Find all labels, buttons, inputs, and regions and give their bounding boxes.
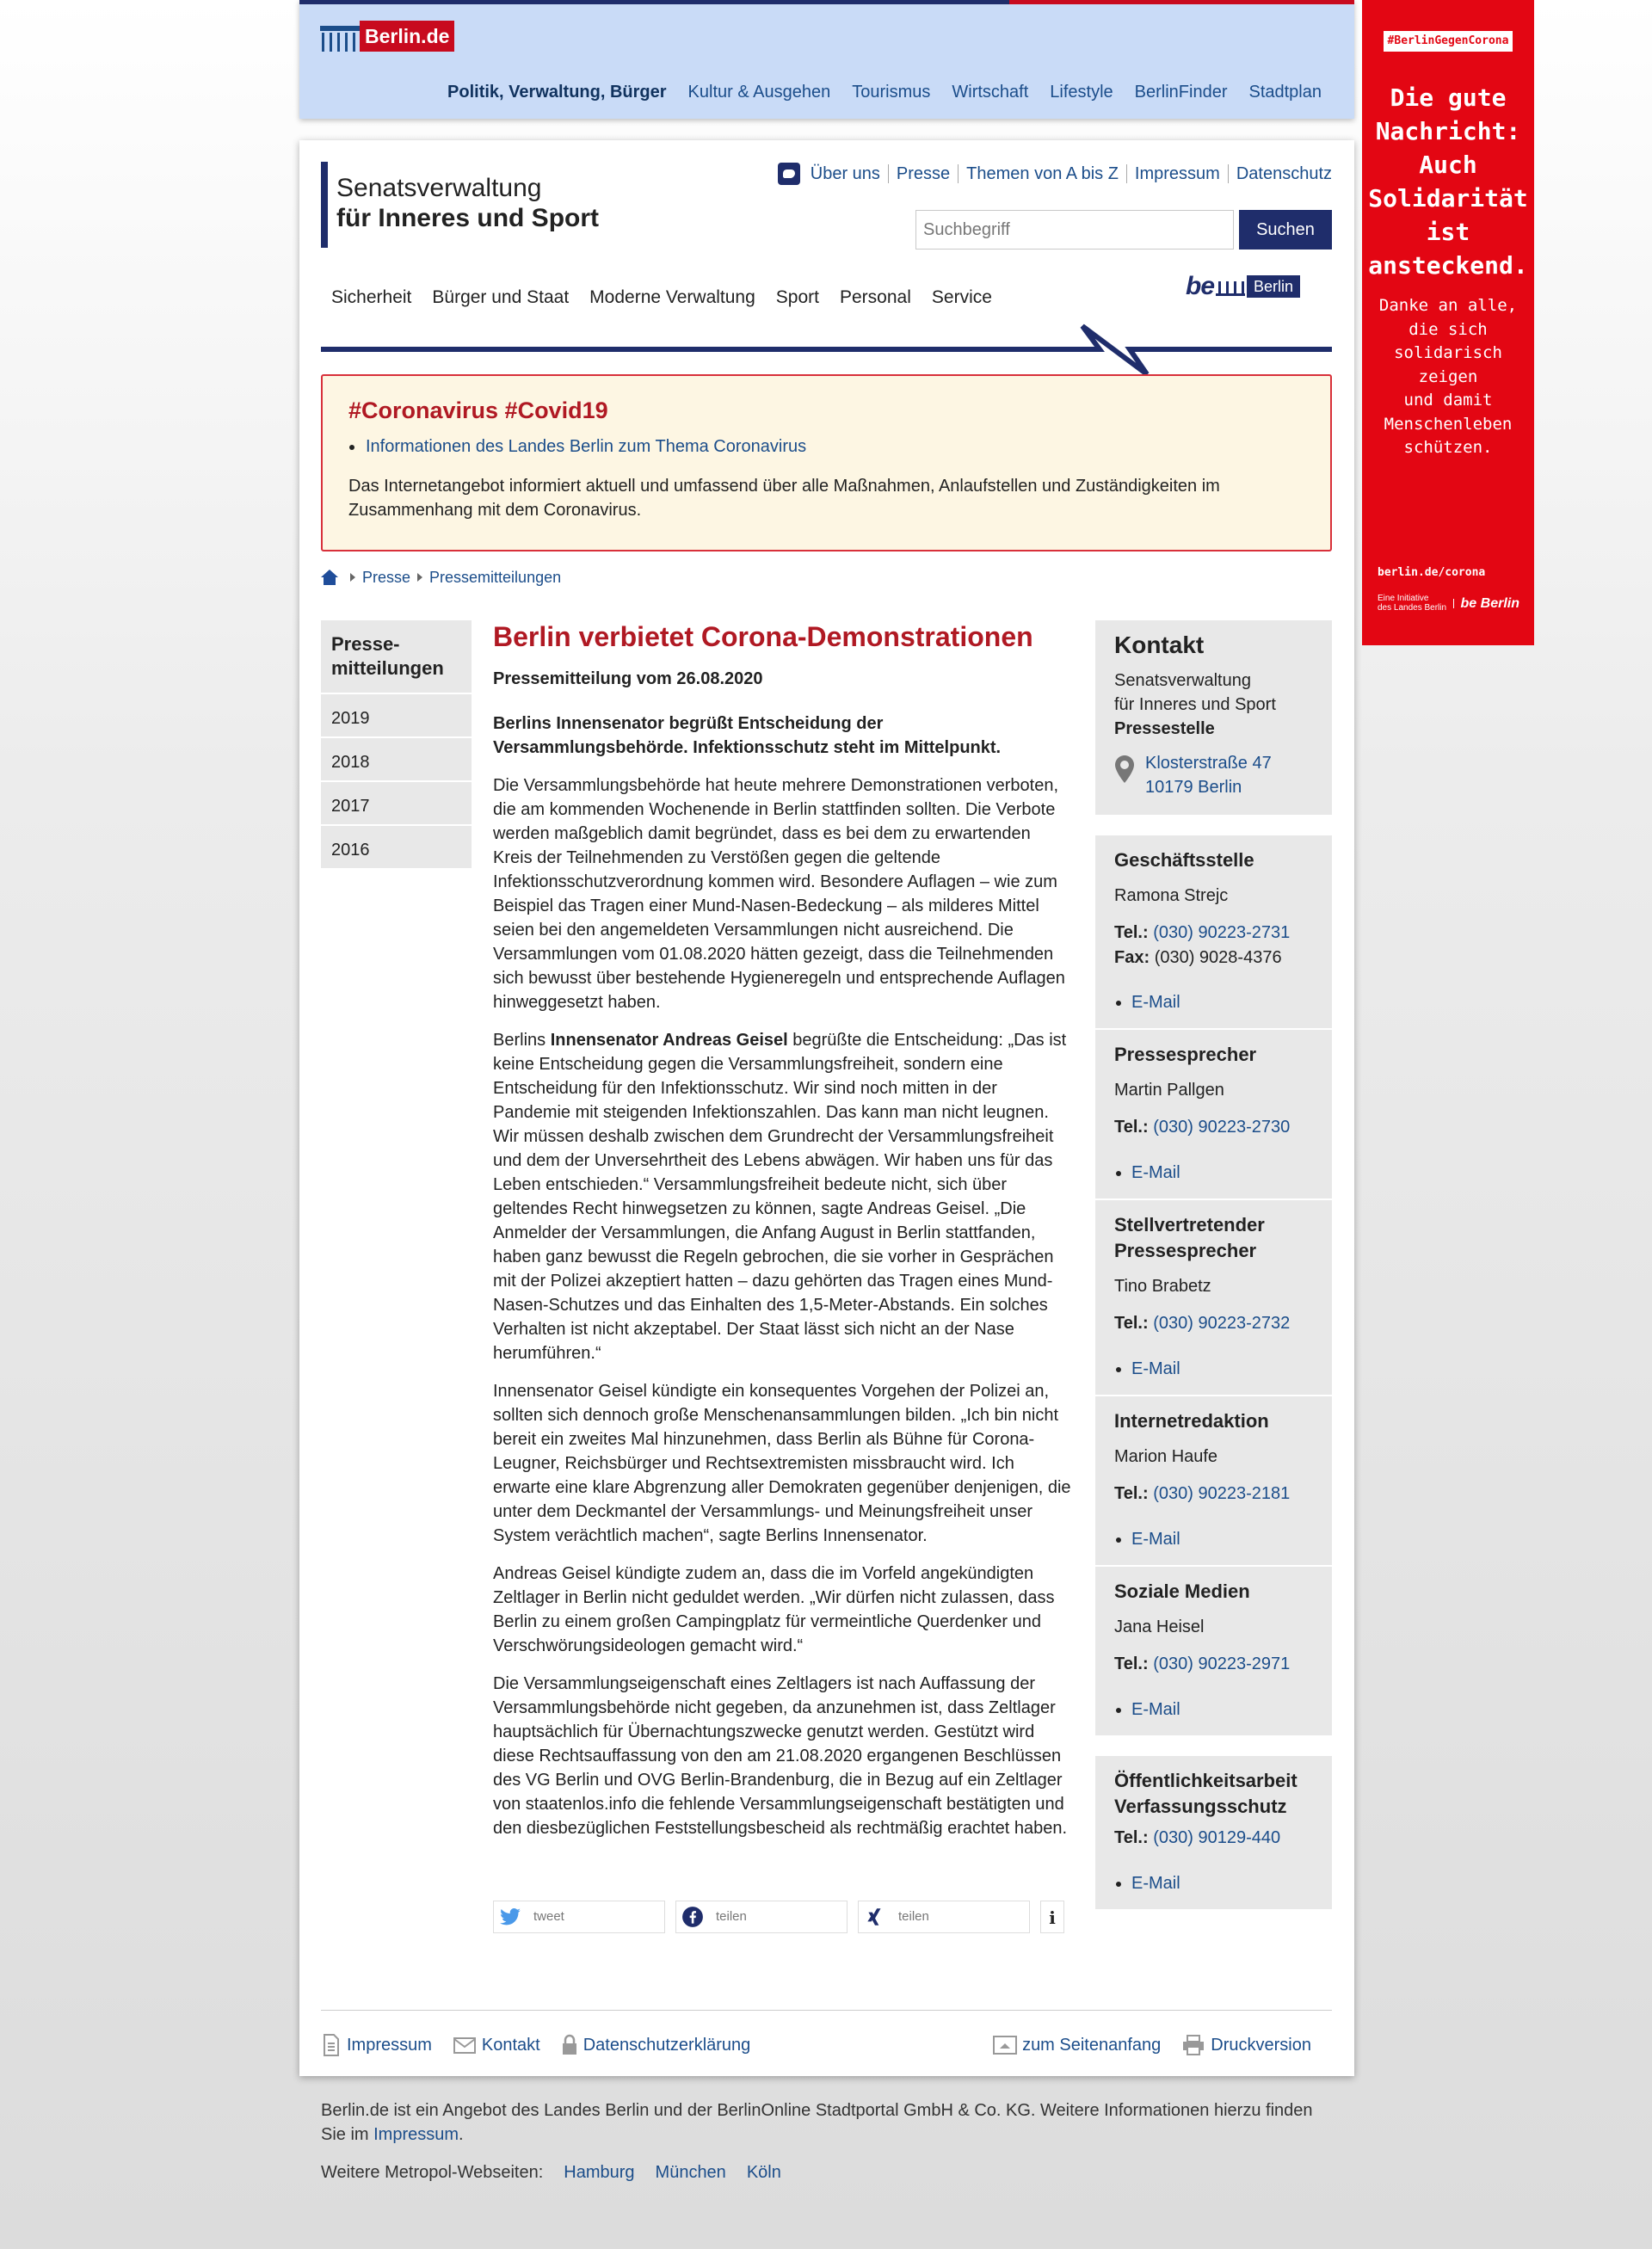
xing-share-button[interactable] xyxy=(858,1901,1030,1933)
tel-label: Tel.: xyxy=(1114,1654,1149,1673)
be-berlin-mark xyxy=(1186,274,1300,299)
contact-name: Ramona Strejc xyxy=(1114,886,1229,905)
contact-name: Marion Haufe xyxy=(1114,1447,1218,1466)
ad-headline-line: Auch xyxy=(1419,151,1477,179)
arrow-up-icon xyxy=(993,2034,1017,2056)
contact-sidebar xyxy=(1095,620,1332,1909)
facebook-share-button[interactable] xyxy=(675,1901,848,1933)
ad-headline-line: ist xyxy=(1426,218,1470,246)
tel-link[interactable]: (030) 90223-2730 xyxy=(1153,1118,1291,1137)
footer-datenschutz-link[interactable]: Datenschutzerklärung xyxy=(583,2036,751,2055)
contact-section-title: Pressesprecher xyxy=(1114,1044,1257,1065)
article-date: Pressemitteilung vom 26.08.2020 xyxy=(493,669,763,688)
document-icon xyxy=(321,2034,342,2056)
article-text: Berlins xyxy=(493,1031,551,1050)
email-link[interactable]: E-Mail xyxy=(1131,1163,1180,1182)
nav-sport[interactable]: Sport xyxy=(775,287,819,307)
tel-label: Tel.: xyxy=(1114,1314,1149,1333)
email-link[interactable]: E-Mail xyxy=(1131,1700,1180,1719)
portal-header xyxy=(299,0,1354,119)
brandenburg-gate-icon xyxy=(320,19,360,53)
metropol-link-koeln[interactable]: Köln xyxy=(746,2163,781,2182)
tel-link[interactable]: (030) 90223-2732 xyxy=(1153,1314,1291,1333)
portal-info xyxy=(321,2098,1336,2184)
portal-nav-wirtschaft[interactable]: Wirtschaft xyxy=(952,83,1029,102)
article-paragraph: Die Versammlungseigenschaft eines Zeltlagers ist nach Auffassung der Versammlungsbehörde nicht gegeben, da anzunehmen ist, dass Zeltlager hauptsächlich für Übernachtungszwecke genutzt werden. Gestützt wird diese Rechtsauffassung von den am 21.08.2020 ergangenen Beschlüssen des VG Berlin und OVG Berlin-Brandenburg, die in Bezug auf ein Zeltlager von staatenlos.info die fehlende Versammlungseigenschaft bestätigten und den diesbezüglichen Feststellungsbescheid als rechtmäßig erachtet haben. xyxy=(493,1674,1068,1838)
footer-print-link[interactable]: Druckversion xyxy=(1211,2036,1311,2055)
corona-notice-list xyxy=(348,434,1304,459)
brand-line-2: für Inneres und Sport xyxy=(336,204,600,232)
ad-sender xyxy=(1378,594,1519,613)
contact-phone xyxy=(1114,1310,1313,1336)
service-link-ueber-uns[interactable]: Über uns xyxy=(810,164,880,183)
contact-name: Jana Heisel xyxy=(1114,1617,1205,1636)
gate-icon xyxy=(1216,277,1245,296)
portal-nav xyxy=(447,80,1322,104)
tel-link[interactable]: (030) 90223-2731 xyxy=(1153,923,1291,942)
facebook-icon xyxy=(681,1906,704,1928)
location-pin-icon xyxy=(1114,755,1135,784)
ad-sender-line: des Landes Berlin xyxy=(1378,603,1447,613)
portal-nav-politik[interactable]: Politik, Verwaltung, Bürger xyxy=(447,83,667,102)
tel-label: Tel.: xyxy=(1114,1484,1149,1503)
list-item xyxy=(348,434,1304,459)
contact-address[interactable] xyxy=(1114,751,1313,799)
breadcrumb-presse[interactable]: Presse xyxy=(362,569,411,586)
service-nav xyxy=(778,163,1332,185)
contact-box xyxy=(1095,620,1332,815)
article-paragraph xyxy=(493,1028,1074,1365)
list-item xyxy=(1114,990,1313,1014)
article-lead: Berlins Innensenator begrüßt Entscheidung der Versammlungsbehörde. Infektionsschutz steht im Mittelpunkt. xyxy=(493,714,1002,757)
search-input[interactable]: Suchbegriff xyxy=(915,210,1234,250)
logo-text: Berlin.de xyxy=(360,21,454,52)
nav-sicherheit[interactable]: Sicherheit xyxy=(331,287,412,307)
envelope-icon xyxy=(453,2034,477,2056)
service-link-impressum[interactable]: Impressum xyxy=(1126,164,1228,183)
footer-impressum[interactable] xyxy=(321,2033,432,2057)
nav-service[interactable]: Service xyxy=(931,287,992,307)
sidebar-item-2018[interactable]: 2018 xyxy=(321,736,472,780)
contact-name: Tino Brabetz xyxy=(1114,1277,1211,1296)
corona-notice-text: Das Internetangebot informiert aktuell und umfassend über alle Maßnahmen, Anlaufstellen und Zuständigkeiten im Zusammenhang mit dem Coronavirus. xyxy=(348,477,1220,520)
sidebar-item-2017[interactable]: 2017 xyxy=(321,780,472,824)
page-footer xyxy=(321,2010,1332,2057)
footer-impressum-link[interactable]: Impressum xyxy=(347,2036,432,2055)
top-stripe-blue xyxy=(299,0,1009,4)
email-link[interactable]: E-Mail xyxy=(1131,993,1180,1012)
contact-org-line: für Inneres und Sport xyxy=(1114,695,1276,714)
footer-kontakt[interactable] xyxy=(453,2033,540,2057)
breadcrumb xyxy=(321,565,561,589)
article-text: begrüßte die Entscheidung: „Das ist keine Entscheidung gegen die Versammlungsfreiheit, sondern eine Entscheidung für den Infektionsschutz. Wir sind noch mitten in der Pandemie mit steigenden Infektionszahlen. Das kann man nicht leugnen. Wir müssen deshalb zwischen dem Grundrecht der Versammlungsfreiheit und dem der Unversehrtheit des Lebens abwägen. Wir haben uns für das Leben entschieden.“ Versammlungsfreiheit bedeute nicht, sich über geltendes Recht hinwegsetzen zu können, sagte Andreas Geisel. „Die Anmelder der Versammlungen, die Anfang August in Berlin stattfanden, haben ganz bewusst die Regeln gebrochen, die sie vorher in Gesprächen mit der Polizei akzeptiert hatten – dazu gehörten das Tragen eines Mund-Nasen-Schutzes und das Einhalten des 1,5-Meter-Abstands. Ein solches Verhalten ist nicht akzeptabel. Der Staat lässt sich nicht an der Nase herumführen.“ xyxy=(493,1031,1067,1363)
twitter-icon xyxy=(499,1906,521,1928)
email-link[interactable]: E-Mail xyxy=(1131,1874,1180,1893)
corona-info-link[interactable]: Informationen des Landes Berlin zum Thema Coronavirus xyxy=(366,437,807,456)
contact-verfassungsschutz xyxy=(1095,1756,1332,1909)
contact-phone xyxy=(1114,1825,1313,1851)
nav-underline-zigzag xyxy=(321,317,1332,378)
ad-body-line: Menschenleben xyxy=(1384,414,1513,434)
contact-section-pressesprecher xyxy=(1095,1028,1332,1198)
contact-section-stellvertretender xyxy=(1095,1198,1332,1395)
sidebar-nav xyxy=(321,620,472,868)
contact-org-line: Pressestelle xyxy=(1114,719,1215,738)
share-info-button[interactable]: i xyxy=(1040,1901,1064,1933)
portal-nav-berlinfinder[interactable]: BerlinFinder xyxy=(1134,83,1228,102)
tel-label: Tel.: xyxy=(1114,923,1149,942)
corona-notice xyxy=(321,374,1332,551)
ad-body-line: schützen. xyxy=(1403,438,1493,457)
ad-body-line: zeigen xyxy=(1418,367,1478,386)
ad-hashtag: #BerlinGegenCorona xyxy=(1384,31,1513,52)
contact-phone xyxy=(1114,920,1313,946)
ad-headline xyxy=(1362,81,1534,282)
ad-body-line: und damit xyxy=(1403,391,1493,410)
portal-impressum-link[interactable]: Impressum xyxy=(373,2125,459,2144)
xing-label: teilen xyxy=(898,1909,929,1924)
ad-headline-line: Nachricht: xyxy=(1375,117,1521,145)
contact-section-soziale-medien xyxy=(1095,1565,1332,1735)
metropol-label: Weitere Metropol-Webseiten: xyxy=(321,2163,544,2182)
ad-url: berlin.de/corona xyxy=(1378,566,1486,579)
contact-phone xyxy=(1114,1481,1313,1507)
chevron-right-icon xyxy=(350,573,355,582)
home-icon[interactable] xyxy=(321,570,338,585)
address-city[interactable]: 10179 Berlin xyxy=(1145,778,1242,797)
main-nav xyxy=(321,285,1002,311)
top-stripe-red xyxy=(1009,0,1354,4)
be-text: be xyxy=(1186,272,1215,300)
contact-section-title: Stellvertretender Pressesprecher xyxy=(1114,1214,1265,1261)
list-item xyxy=(1114,1357,1313,1381)
metropol-link-muenchen[interactable]: München xyxy=(655,2163,726,2182)
berlin-de-logo[interactable] xyxy=(320,19,454,53)
portal-nav-kultur[interactable]: Kultur & Ausgehen xyxy=(687,83,831,102)
contact-section-internetredaktion xyxy=(1095,1395,1332,1565)
xing-icon xyxy=(864,1906,886,1928)
contact-section-title: Öffentlichkeitsarbeit Verfassungsschutz xyxy=(1114,1770,1298,1817)
contact-section-geschaeftsstelle xyxy=(1095,835,1332,1028)
ad-headline-line: Solidarität xyxy=(1368,184,1528,213)
search-button[interactable]: Suchen xyxy=(1239,210,1332,250)
ad-body-line: die sich xyxy=(1409,319,1488,339)
fax-label: Fax: xyxy=(1114,948,1150,967)
twitter-icon[interactable] xyxy=(778,163,800,185)
contact-name: Martin Pallgen xyxy=(1114,1081,1224,1100)
portal-nav-stadtplan[interactable]: Stadtplan xyxy=(1248,83,1322,102)
lock-icon xyxy=(561,2034,578,2056)
portal-info-sentence: Berlin.de ist ein Angebot des Landes Berlin und der BerlinOnline Stadtportal GmbH & Co. KG. Weitere Informationen hierzu finden Sie im xyxy=(321,2101,1313,2144)
fax-number: (030) 9028-4376 xyxy=(1154,948,1282,967)
list-item xyxy=(1114,1527,1313,1551)
portal-info-text xyxy=(321,2098,1336,2147)
service-link-presse[interactable]: Presse xyxy=(888,164,958,183)
breadcrumb-pressemitteilungen[interactable]: Pressemitteilungen xyxy=(429,569,562,586)
page-card xyxy=(299,140,1354,2076)
tel-link[interactable]: (030) 90223-2971 xyxy=(1153,1654,1291,1673)
article-title: Berlin verbietet Corona-Demonstrationen xyxy=(493,621,1033,652)
article-bold-name: Innensenator Andreas Geisel xyxy=(550,1031,788,1050)
contact-section-title: Geschäftsstelle xyxy=(1114,849,1254,871)
department-brand[interactable] xyxy=(321,162,599,248)
metropol-links xyxy=(321,2160,1336,2184)
nav-buerger-und-staat[interactable]: Bürger und Staat xyxy=(432,287,570,307)
contact-phone xyxy=(1114,1114,1313,1140)
address-street[interactable]: Klosterstraße 47 xyxy=(1145,754,1272,773)
tel-link[interactable]: (030) 90223-2181 xyxy=(1153,1484,1291,1503)
printer-icon xyxy=(1181,2034,1205,2056)
tel-label: Tel.: xyxy=(1114,1118,1149,1137)
footer-to-top[interactable] xyxy=(993,2033,1161,2057)
twitter-share-button[interactable] xyxy=(493,1901,665,1933)
article-paragraph: Andreas Geisel kündigte zudem an, dass die im Vorfeld angekündigten Zeltlager in Berlin nicht geduldet werden. „Wir dürfen nicht zulassen, dass Berlin zu einem großen Campingplatz für vermeintliche Querdenker und Verschwörungsideologen gemacht wird.“ xyxy=(493,1564,1055,1655)
footer-to-top-link[interactable]: zum Seitenanfang xyxy=(1022,2036,1162,2055)
nav-moderne-verwaltung[interactable]: Moderne Verwaltung xyxy=(589,287,755,307)
sidebar-title[interactable]: Presse-mitteilungen xyxy=(321,620,472,693)
contact-section-title: Internetredaktion xyxy=(1114,1410,1269,1432)
footer-kontakt-link[interactable]: Kontakt xyxy=(481,2036,540,2055)
article-paragraph: Die Versammlungsbehörde hat heute mehrere Demonstrationen verboten, die am kommenden Wochenende in Berlin stattfinden sollten. Die Verbote werden maßgeblich damit begründet, dass es bei dem zu erwartenden Kreis der Teilnehmenden zu Verstößen gegen die geltende Infektionsschutzverordnung kommen wird. Besondere Auflagen – wie zum Beispiel das Tragen einer Mund-Nasen-Bedeckung – als milderes Mittel seien bei den angemeldeten Versammlungen nicht ausreichend. Die Versammlungen vom 01.08.2020 hätten gezeigt, dass die Teilnehmenden sich bewusst über bestehende Hygieneregeln und entsprechende Auflagen hinweggesetzt haben. xyxy=(493,776,1065,1012)
search-form xyxy=(915,210,1332,250)
service-link-themen[interactable]: Themen von A bis Z xyxy=(958,164,1126,183)
sidebar-item-2016[interactable]: 2016 xyxy=(321,824,472,868)
contact-section-title: Soziale Medien xyxy=(1114,1580,1250,1602)
article xyxy=(493,620,1074,1840)
footer-right xyxy=(993,2033,1332,2057)
ad-sender-text xyxy=(1378,594,1446,613)
sidebar-item-2019[interactable]: 2019 xyxy=(321,693,472,736)
portal-nav-lifestyle[interactable]: Lifestyle xyxy=(1050,83,1113,102)
brand-line-1: Senatsverwaltung xyxy=(336,174,542,202)
contact-fax xyxy=(1114,946,1313,970)
nav-personal[interactable]: Personal xyxy=(840,287,911,307)
tel-label: Tel.: xyxy=(1114,1828,1149,1847)
ad-headline-line: Die gute xyxy=(1390,83,1507,112)
email-link[interactable]: E-Mail xyxy=(1131,1359,1180,1378)
address-text xyxy=(1145,751,1272,799)
contact-phone xyxy=(1114,1651,1313,1677)
portal-nav-tourismus[interactable]: Tourismus xyxy=(852,83,931,102)
ad-body xyxy=(1362,294,1534,460)
article-paragraph: Innensenator Geisel kündigte ein konsequentes Vorgehen der Polizei an, sollten sich dennoch große Menschenansammlungen bilden. „Ich bin nicht bereit ein zweites Mal hinzunehmen, dass Berlin als Bühne für Corona-Leugner, Reichsbürger und Rechtsextremisten missbraucht wird. Ich erwarte eine klare Abgrenzung aller Demokraten gegenüber denjenigen, die unter dem Deckmantel der Versammlungs- und Meinungsfreiheit unser System verächtlich machen“, sagte Berlins Innensenator. xyxy=(493,1382,1071,1545)
footer-print[interactable] xyxy=(1181,2033,1311,2057)
corona-notice-title: #Coronavirus #Covid19 xyxy=(348,397,608,423)
metropol-link-hamburg[interactable]: Hamburg xyxy=(564,2163,635,2182)
email-link[interactable]: E-Mail xyxy=(1131,1530,1180,1549)
ad-body-line: Danke an alle, xyxy=(1378,296,1518,315)
contact-title: Kontakt xyxy=(1114,632,1205,658)
contact-section-oeffentlichkeitsarbeit xyxy=(1095,1756,1332,1909)
tweet-label: tweet xyxy=(533,1909,564,1924)
footer-datenschutz[interactable] xyxy=(561,2033,751,2057)
contact-persons xyxy=(1095,835,1332,1735)
list-item xyxy=(1114,1161,1313,1185)
be-berlin-logo: be Berlin xyxy=(1453,599,1519,608)
tel-link[interactable]: (030) 90129-440 xyxy=(1153,1828,1281,1847)
service-link-datenschutz[interactable]: Datenschutz xyxy=(1228,164,1332,183)
facebook-label: teilen xyxy=(716,1909,747,1924)
ad-sender-line: Eine Initiative xyxy=(1378,594,1429,603)
chevron-right-icon xyxy=(417,573,422,582)
berlin-box: Berlin xyxy=(1247,275,1300,298)
social-share-bar xyxy=(493,1901,1064,1933)
contact-org-line: Senatsverwaltung xyxy=(1114,671,1251,690)
portal-info-period: . xyxy=(459,2125,464,2144)
list-item xyxy=(1114,1871,1313,1895)
corona-ad-banner[interactable] xyxy=(1362,0,1534,645)
list-item xyxy=(1114,1698,1313,1722)
ad-headline-line: ansteckend. xyxy=(1368,251,1528,280)
ad-body-line: solidarisch xyxy=(1394,343,1502,362)
